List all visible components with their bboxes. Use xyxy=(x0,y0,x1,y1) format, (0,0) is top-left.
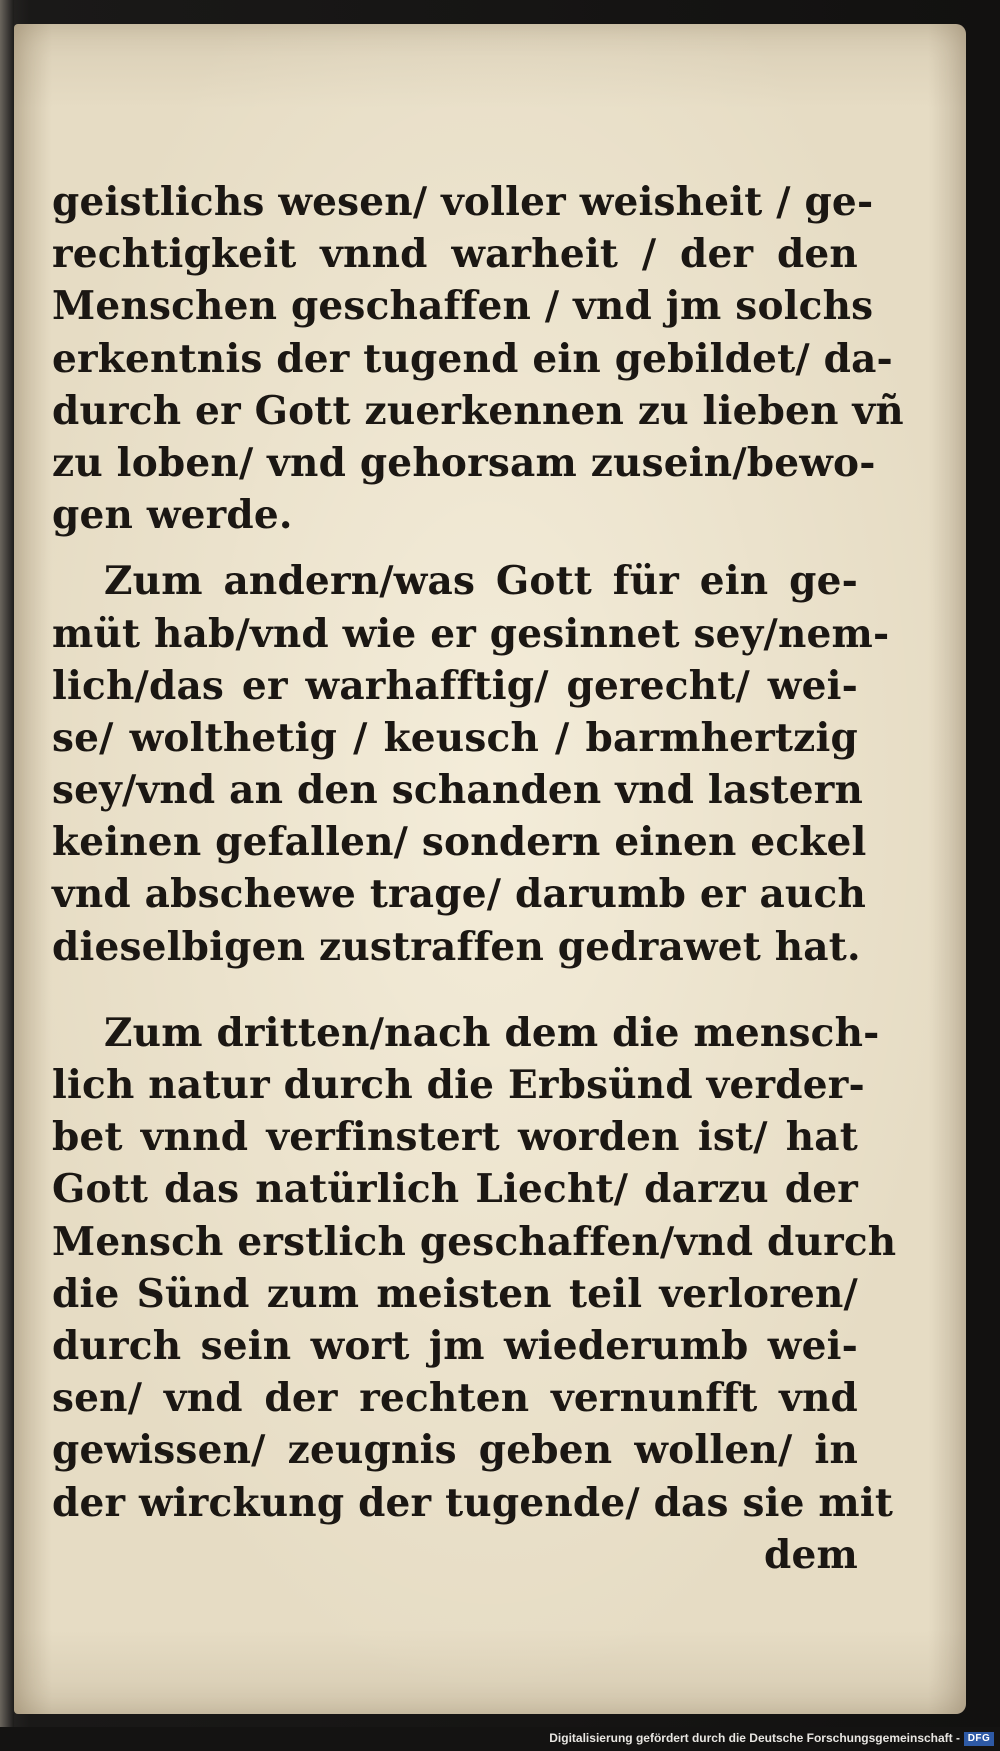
text-line: vnd abschewe trage/ darumb er auch xyxy=(52,871,866,918)
text-line: lich/das er warhafftig/ gerecht/ wei- xyxy=(52,662,858,709)
text-line: gewissen/ zeugnis geben wollen/ in xyxy=(52,1427,858,1474)
page-edge xyxy=(0,0,14,1751)
text-line: dieselbigen zustraffen gedrawet hat. xyxy=(52,923,861,970)
text-line: erkentnis der tugend ein gebildet/ da- xyxy=(52,335,893,382)
text-line: geistlichs wesen/ voller weisheit / ge- xyxy=(52,179,874,225)
dfg-logo: DFG xyxy=(964,1732,994,1746)
text-line: se/ wolthetig / keusch / barmhertzig xyxy=(52,714,858,761)
text-line: durch sein wort jm wiederumb wei- xyxy=(52,1322,858,1369)
digitization-credit: Digitalisierung gefördert durch die Deutsche Forschungsgemeinschaft - xyxy=(549,1731,960,1745)
text-line: müt hab/vnd wie er gesinnet sey/nem- xyxy=(52,610,890,657)
text-line: sen/ vnd der rechten vernunfft vnd xyxy=(52,1375,858,1422)
text-line: rechtigkeit vnnd warheit / der den xyxy=(52,231,858,278)
text-line: Menschen geschaffen / vnd jm solchs xyxy=(52,283,874,330)
text-line: Zum andern/was Gott für ein ge- xyxy=(104,558,858,605)
text-line: Zum dritten/nach dem die mensch- xyxy=(104,1009,880,1056)
text-line: durch er Gott zuerkennen zu lieben vñ xyxy=(52,387,904,434)
text-line: gen werde. xyxy=(52,492,293,539)
page-text xyxy=(52,176,904,1581)
text-line: Mensch erstlich geschaffen/vnd durch xyxy=(52,1218,897,1265)
paragraph-gap xyxy=(52,541,858,555)
catchword: dem xyxy=(764,1531,858,1578)
text-line: der wirckung der tugende/ das sie mit xyxy=(52,1479,894,1526)
text-line: die Sünd zum meisten teil verloren/ xyxy=(52,1270,858,1317)
text-line: lich natur durch die Erbsünd verder- xyxy=(52,1062,865,1108)
footer-bar xyxy=(0,1727,1000,1751)
text-line: keinen gefallen/ sondern einen eckel xyxy=(52,819,867,866)
text-line: sey/vnd an den schanden vnd lastern xyxy=(52,767,864,814)
paragraph-gap xyxy=(52,973,858,1007)
text-line: bet vnnd verfinstert worden ist/ hat xyxy=(52,1114,858,1161)
text-line: Gott das natürlich Liecht/ darzu der xyxy=(52,1166,858,1213)
text-line: zu loben/ vnd gehorsam zusein/bewo- xyxy=(52,439,876,486)
